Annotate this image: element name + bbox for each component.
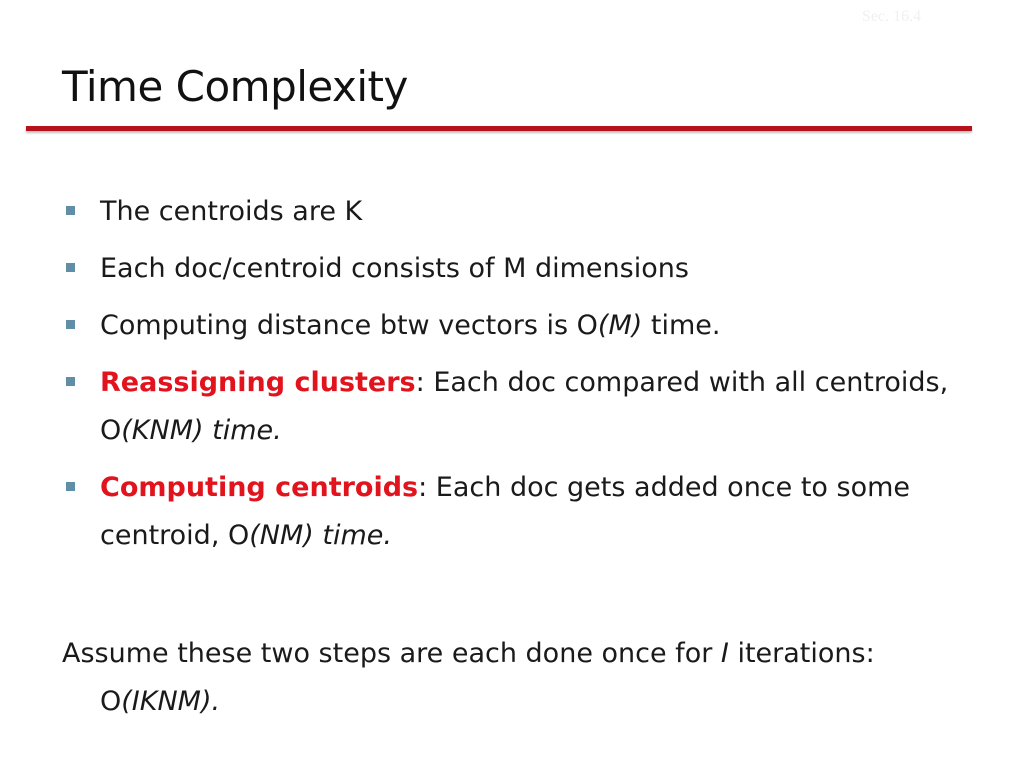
bullet-item-distance xyxy=(62,302,962,350)
bullet-italic: (M) xyxy=(597,310,643,341)
bullet-text: : Each doc compared with all centroids, O xyxy=(100,367,949,446)
slide-title: Time Complexity xyxy=(62,62,408,111)
bullet-italic: (KNM) time. xyxy=(121,415,282,446)
bullet-emphasis: Reassigning clusters xyxy=(100,367,416,398)
square-bullet-icon xyxy=(66,206,75,215)
bullet-text: Computing distance btw vectors is O xyxy=(100,310,598,341)
assumption-variable: I xyxy=(720,638,729,669)
square-bullet-icon xyxy=(66,263,75,272)
bullet-italic: (NM) time. xyxy=(249,520,392,551)
bullet-item-dimensions xyxy=(62,245,962,293)
square-bullet-icon xyxy=(66,377,75,386)
assumption-text: Assume these two steps are each done once for xyxy=(62,638,721,669)
section-tag: Sec. 16.4 xyxy=(862,8,922,25)
bullet-item-centroids xyxy=(62,188,962,236)
title-divider xyxy=(26,126,972,131)
bullet-emphasis: Computing centroids xyxy=(100,472,419,503)
square-bullet-icon xyxy=(66,320,75,329)
bullet-item-reassigning xyxy=(62,359,962,455)
bullet-text-end: time. xyxy=(642,310,721,341)
square-bullet-icon xyxy=(66,482,75,491)
assumption-complexity: (IKNM). xyxy=(121,686,221,717)
bullet-list xyxy=(62,188,962,569)
bullet-text: The centroids are K xyxy=(100,196,363,227)
assumption-paragraph xyxy=(62,630,980,726)
bullet-text: : Each doc gets added once to some centroid, O xyxy=(100,472,911,551)
assumption-text-mid: iterations: O xyxy=(100,638,875,717)
bullet-text: Each doc/centroid consists of M dimensions xyxy=(100,253,689,284)
bullet-item-computing-centroids xyxy=(62,464,962,560)
